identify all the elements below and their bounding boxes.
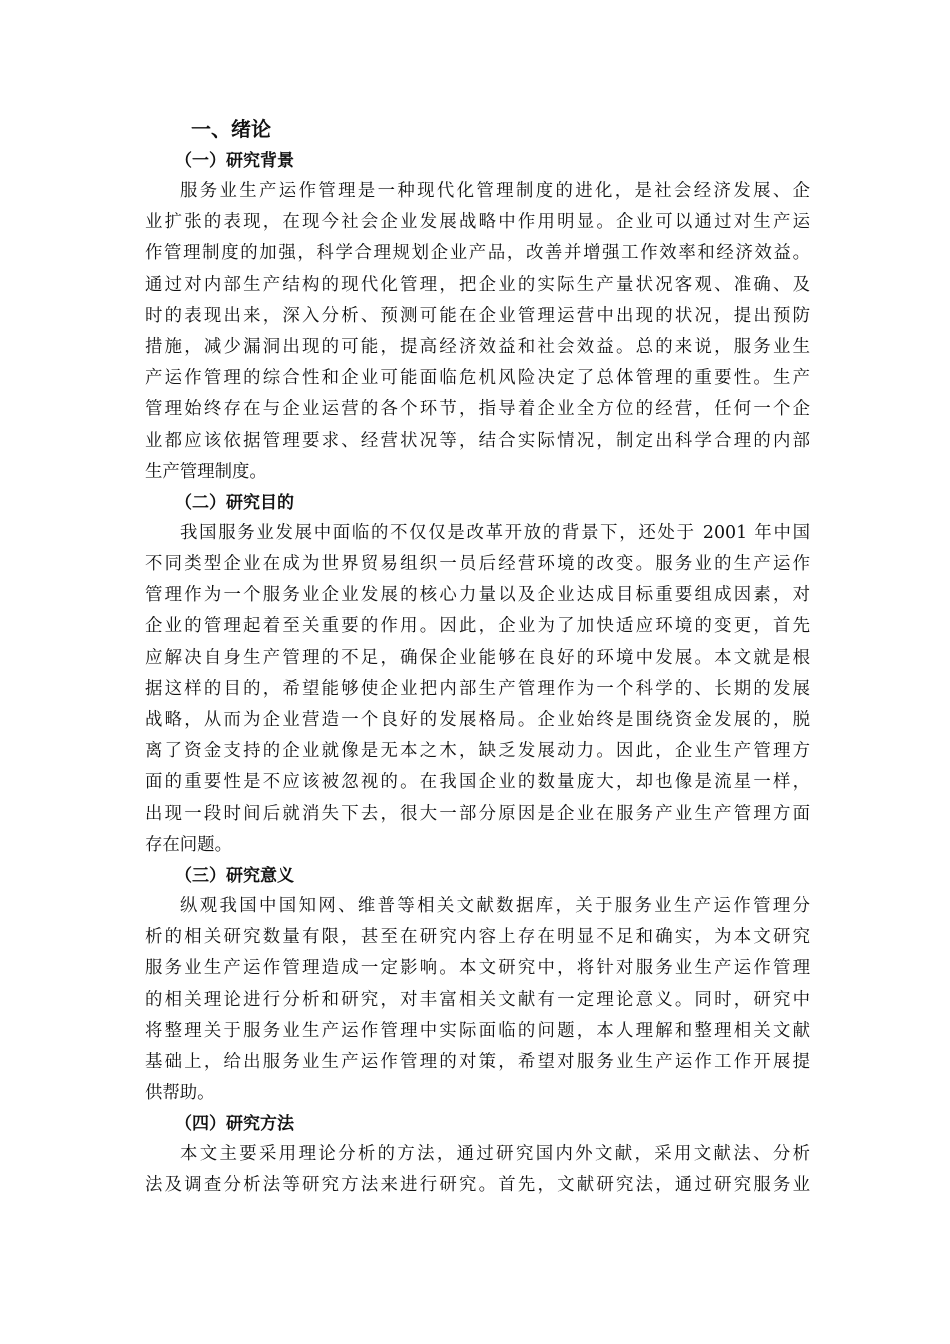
text-line: 时的表现出来，深入分析、预测可能在企业管理运营中出现的状况，提出预防 [145,305,810,326]
text-line: 存在问题。 [145,834,232,855]
text-line: 供帮助。 [145,1083,215,1104]
paragraph-purpose [145,518,810,861]
text-line: 应解决自身生产管理的不足，确保企业能够在良好的环境中发展。本文就是根 [145,647,810,668]
text-line: 措施，减少漏洞出现的可能，提高经济效益和社会效益。总的来说，服务业生 [145,336,810,357]
section-heading-purpose: （二）研究目的 [175,492,294,513]
text-line: 产运作管理的综合性和企业可能面临危机风险决定了总体管理的重要性。生产 [145,368,810,389]
text-line: 我国服务业发展中面临的不仅仅是改革开放的背景下，还处于 2001 年中国 [180,522,810,543]
section-heading-significance: （三）研究意义 [175,865,294,886]
text-line: 将整理关于服务业生产运作管理中实际面临的问题，本人理解和整理相关文献 [145,1020,810,1041]
paragraph-significance [145,891,810,1109]
text-line: 面的重要性是不应该被忽视的。在我国企业的数量庞大，却也像是流星一样， [145,772,810,793]
text-line: 本文主要采用理论分析的方法，通过研究国内外文献，采用文献法、分析 [180,1144,810,1165]
text-line: 战略，从而为企业营造一个良好的发展格局。企业始终是围绕资金发展的，脱 [145,710,810,730]
text-line: 业扩张的表现，在现今社会企业发展战略中作用明显。企业可以通过对生产运 [145,212,810,233]
text-line: 管理始终存在与企业运营的各个环节，指导着企业全方位的经营，任何一个企 [145,399,810,420]
text-line: 的相关理论进行分析和研究，对丰富相关文献有一定理论意义。同时，研究中 [145,989,810,1010]
text-line: 企业的管理起着至关重要的作用。因此，企业为了加快适应环境的变更，首先 [145,616,810,637]
text-line: 据这样的目的，希望能够使企业把内部生产管理作为一个科学的、长期的发展 [145,678,810,699]
text-line: 作管理制度的加强，科学合理规划企业产品，改善并增强工作效率和经济效益。 [145,243,810,264]
text-line: 法及调查分析法等研究方法来进行研究。首先，文献研究法，通过研究服务业 [145,1175,810,1196]
text-line: 通过对内部生产结构的现代化管理，把企业的实际生产量状况客观、准确、及 [145,274,810,295]
paragraph-background [145,176,810,488]
text-line: 离了资金支持的企业就像是无本之木，缺乏发展动力。因此，企业生产管理方 [145,741,810,762]
text-line: 业都应该依据管理要求、经营状况等，结合实际情况，制定出科学合理的内部 [145,430,810,451]
text-line: 管理作为一个服务业企业发展的核心力量以及企业达成目标重要组成因素，对 [145,585,810,606]
text-line: 析的相关研究数量有限，甚至在研究内容上存在明显不足和确实，为本文研究 [145,927,810,948]
text-line: 服务业生产运作管理造成一定影响。本文研究中，将针对服务业生产运作管理 [145,958,810,979]
section-heading-background: （一）研究背景 [175,151,294,171]
chapter-heading: 一、绪论 [191,117,271,141]
text-line: 基础上，给出服务业生产运作管理的对策，希望对服务业生产运作工作开展提 [145,1051,810,1072]
section-heading-methods: （四）研究方法 [175,1114,294,1135]
text-line: 生产管理制度。 [145,461,267,482]
document-body [145,112,810,1202]
text-line: 服务业生产运作管理是一种现代化管理制度的进化，是社会经济发展、企 [180,181,810,201]
text-line: 出现一段时间后就消失下去，很大一部分原因是企业在服务产业生产管理方面 [145,803,810,824]
paragraph-methods [145,1139,810,1201]
text-line: 纵观我国中国知网、维普等相关文献数据库，关于服务业生产运作管理分 [180,895,810,916]
text-line: 不同类型企业在成为世界贸易组织一员后经营环境的改变。服务业的生产运作 [145,554,810,575]
